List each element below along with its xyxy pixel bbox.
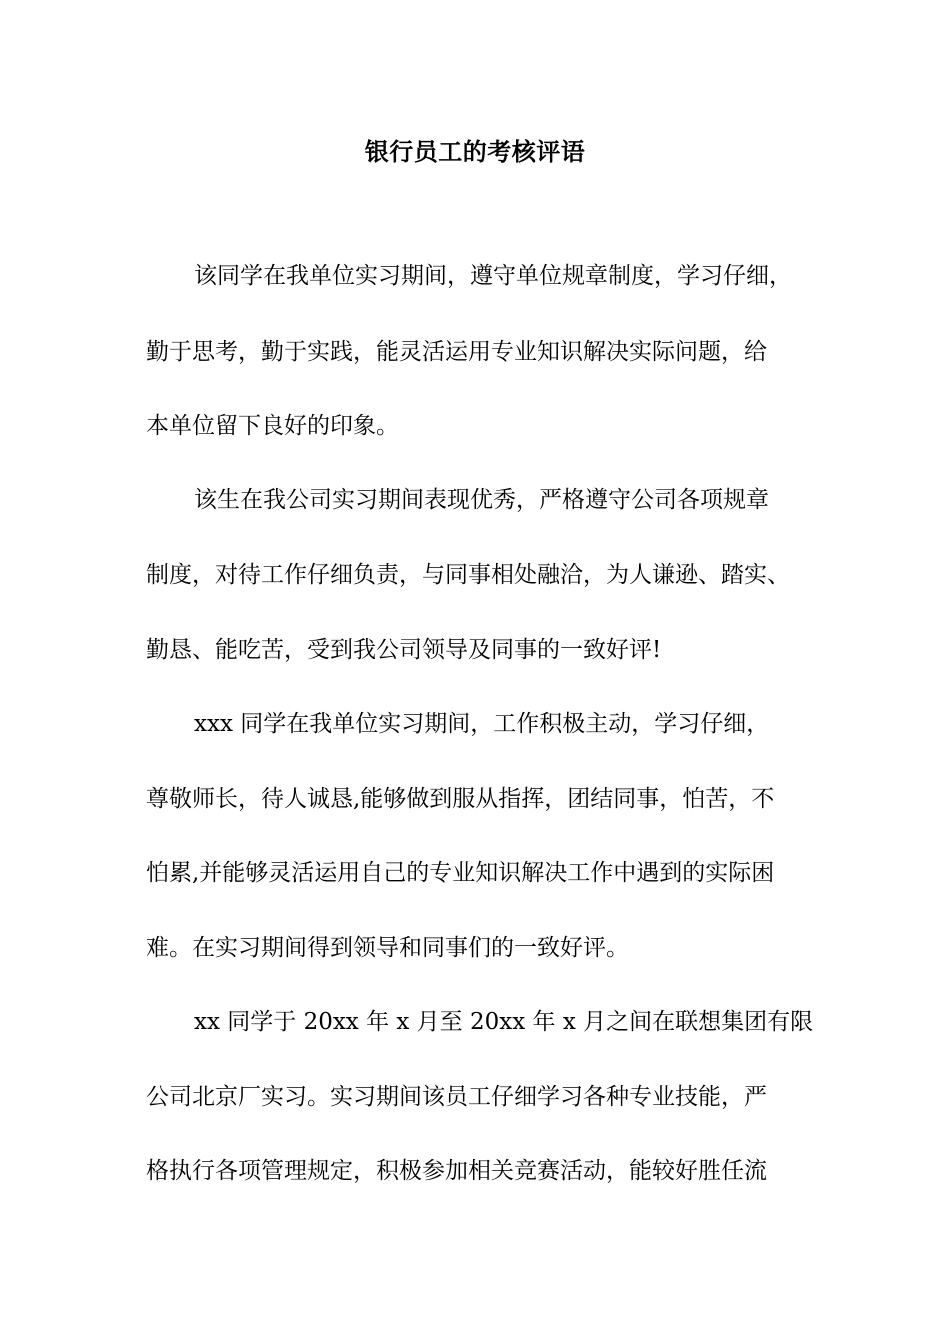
paragraph-3-line-3: 怕累,并能够灵活运用自己的专业知识解决工作中遇到的实际困 — [146, 860, 775, 886]
paragraph-3-line-4: 难。在实习期间得到领导和同事们的一致好评。 — [146, 935, 629, 961]
paragraph-1-line-2: 勤于思考，勤于实践，能灵活运用专业知识解决实际问题，给 — [146, 339, 767, 365]
paragraph-3-line-1: xxx 同学在我单位实习期间，工作积极主动，学习仔细， — [194, 711, 770, 737]
paragraph-2-line-3: 勤恳、能吃苦，受到我公司领导及同事的一致好评! — [146, 637, 662, 663]
paragraph-4-line-2: 公司北京厂实习。实习期间该员工仔细学习各种专业技能，严 — [146, 1084, 767, 1110]
paragraph-4-line-1: xx 同学于 20xx 年 x 月至 20xx 年 x 月之间在联想集团有限 — [194, 1009, 814, 1035]
document-title: 银行员工的考核评语 — [364, 137, 586, 166]
paragraph-4-line-3: 格执行各项管理规定，积极参加相关竞赛活动，能较好胜任流 — [146, 1158, 767, 1184]
paragraph-2-line-2: 制度，对待工作仔细负责，与同事相处融洽，为人谦逊、踏实、 — [146, 562, 790, 588]
paragraph-1-line-1: 该同学在我单位实习期间，遵守单位规章制度，学习仔细， — [194, 263, 792, 289]
paragraph-1-line-3: 本单位留下良好的印象。 — [146, 413, 399, 439]
paragraph-3-line-2: 尊敬师长，待人诚恳,能够做到服从指挥，团结同事，怕苦，不 — [146, 786, 775, 812]
paragraph-2-line-1: 该生在我公司实习期间表现优秀，严格遵守公司各项规章 — [194, 487, 769, 513]
